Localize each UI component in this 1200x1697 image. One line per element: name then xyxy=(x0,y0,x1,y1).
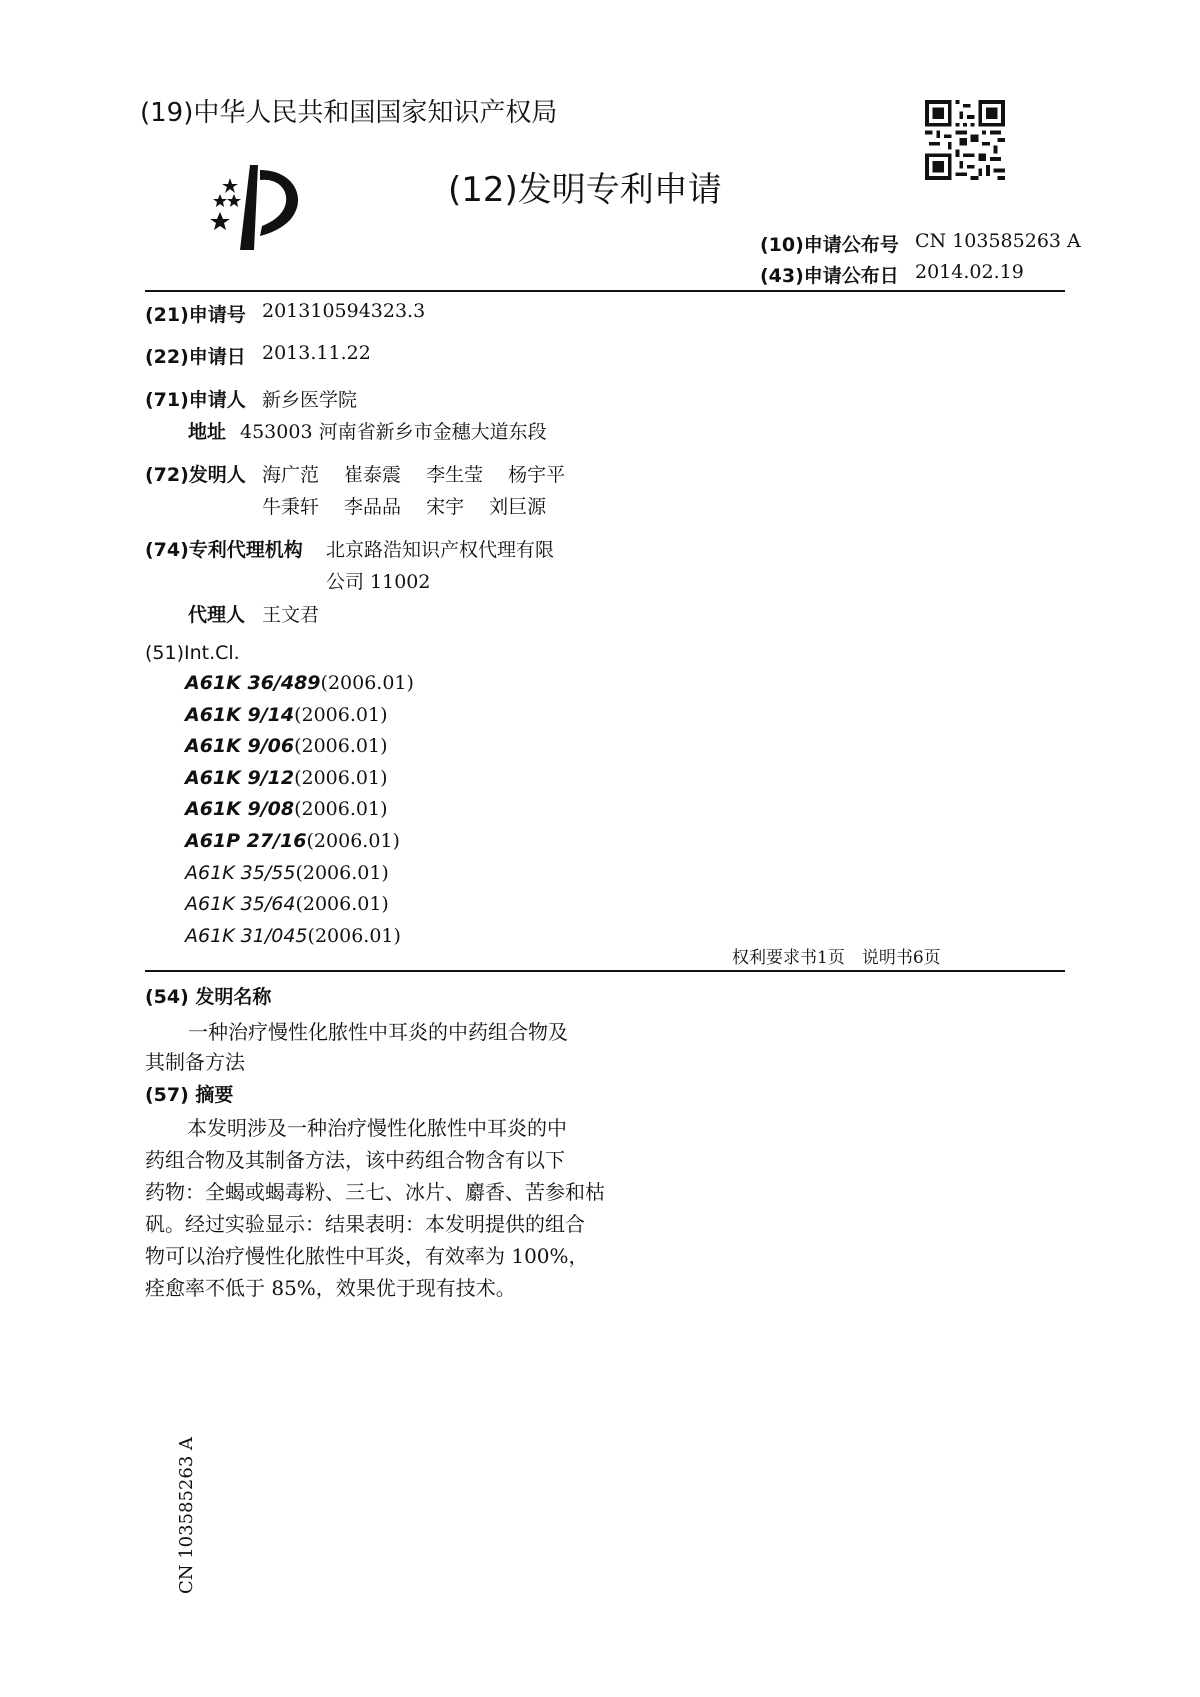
inventors-label: (72)发明人 xyxy=(145,464,246,486)
pages-note: 权利要求书1页 说明书6页 xyxy=(732,948,941,968)
abstract-text xyxy=(145,1112,605,1304)
qr-code xyxy=(925,100,1005,180)
publication-date: 2014.02.19 xyxy=(915,261,1024,283)
invention-title-label: (54) 发明名称 xyxy=(145,986,272,1008)
ipc-version: (2006.01) xyxy=(295,861,389,884)
ipc-code: A61K 9/06 xyxy=(185,735,295,758)
ipc-entry xyxy=(185,893,389,915)
abstract-label: (57) 摘要 xyxy=(145,1084,234,1106)
ipc-code: A61K 9/08 xyxy=(185,798,295,821)
ipc-label: (51)Int.Cl. xyxy=(145,642,240,664)
applicant: 新乡医学院 xyxy=(262,389,358,411)
ipc-version: (2006.01) xyxy=(320,672,414,694)
ipc-code: A61P 27/16 xyxy=(185,830,307,852)
application-date-label: (22)申请日 xyxy=(145,346,246,368)
agent: 王文君 xyxy=(262,604,320,626)
ipc-entry xyxy=(185,798,388,820)
ipc-version: (2006.01) xyxy=(294,735,388,758)
divider-top xyxy=(145,290,1065,292)
application-date: 2013.11.22 xyxy=(262,342,371,364)
ipc-entry xyxy=(185,735,388,757)
ipc-code: A61K 9/14 xyxy=(185,703,295,726)
ipc-code: A61K 36/489 xyxy=(185,672,321,694)
cnipa-emblem-icon xyxy=(200,160,310,255)
ipc-entry xyxy=(185,925,401,947)
ipc-entry xyxy=(185,704,388,726)
abstract-line: 药组合物及其制备方法，该中药组合物含有以下 xyxy=(145,1148,565,1172)
publication-number-label: (10)申请公布号 xyxy=(760,234,899,256)
ipc-code: A61K 35/55 xyxy=(185,861,296,884)
agency-label: (74)专利代理机构 xyxy=(145,539,303,561)
application-number-label: (21)申请号 xyxy=(145,304,246,326)
agency-line-1: 北京路浩知识产权代理有限 xyxy=(326,539,555,561)
agent-label: 代理人 xyxy=(188,604,246,626)
ipc-entry xyxy=(185,862,389,884)
ipc-version: (2006.01) xyxy=(294,703,388,726)
invention-title-line-1: 一种治疗慢性化脓性中耳炎的中药组合物及 xyxy=(188,1020,568,1044)
ipc-version: (2006.01) xyxy=(306,830,400,852)
publication-number: CN 103585263 A xyxy=(915,230,1081,252)
ipc-code: A61K 35/64 xyxy=(185,893,296,916)
ipc-entry xyxy=(185,672,414,694)
inventors-line-2: 牛秉轩 李品品 宋宇 刘巨源 xyxy=(262,496,547,518)
side-publication-number: CN 103585263 A xyxy=(176,1436,198,1595)
ipc-code: A61K 31/045 xyxy=(185,924,308,947)
abstract-line: 痊愈率不低于 85%，效果优于现有技术。 xyxy=(145,1276,516,1300)
invention-title-line-2: 其制备方法 xyxy=(145,1050,245,1074)
ipc-entry xyxy=(185,767,388,789)
address-label: 地址 xyxy=(188,421,227,443)
address: 453003 河南省新乡市金穗大道东段 xyxy=(240,421,547,443)
agency-line-2: 公司 11002 xyxy=(326,571,431,593)
divider-middle xyxy=(145,970,1065,972)
inventors-line-1: 海广范 崔泰震 李生莹 杨宇平 xyxy=(262,464,566,486)
abstract-line: 矾。经过实验显示：结果表明：本发明提供的组合 xyxy=(145,1212,585,1236)
ipc-version: (2006.01) xyxy=(307,924,401,947)
ipc-entry xyxy=(185,830,400,852)
abstract-line: 药物：全蝎或蝎毒粉、三七、冰片、麝香、苦参和枯 xyxy=(145,1180,605,1204)
abstract-line: 本发明涉及一种治疗慢性化脓性中耳炎的中 xyxy=(187,1116,567,1140)
ipc-version: (2006.01) xyxy=(294,766,388,789)
ipc-version: (2006.01) xyxy=(294,798,388,821)
office-name: (19)中华人民共和国国家知识产权局 xyxy=(140,98,558,128)
ipc-version: (2006.01) xyxy=(295,893,389,916)
document-type: (12)发明专利申请 xyxy=(448,170,722,210)
ipc-code: A61K 9/12 xyxy=(185,766,295,789)
abstract-line: 物可以治疗慢性化脓性中耳炎，有效率为 100%， xyxy=(145,1244,589,1268)
publication-date-label: (43)申请公布日 xyxy=(760,265,899,287)
application-number: 201310594323.3 xyxy=(262,300,426,322)
applicant-label: (71)申请人 xyxy=(145,389,246,411)
